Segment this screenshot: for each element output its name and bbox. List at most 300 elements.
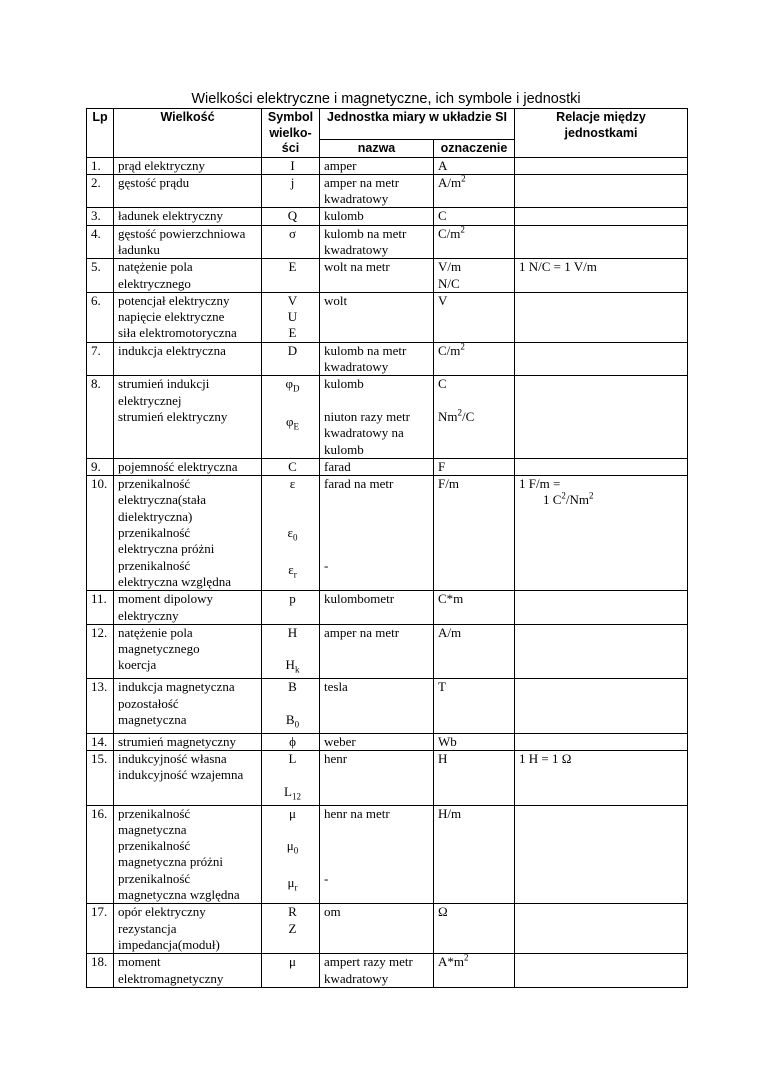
relation-line <box>519 259 687 275</box>
cell-unit-symbol <box>434 208 515 225</box>
symbol-main: B <box>285 711 295 727</box>
symbol-main: E <box>288 259 297 275</box>
symbol-line <box>266 492 319 508</box>
symbol-line <box>266 208 319 224</box>
page-title: Wielkości elektryczne i magnetyczne, ich symbole i jednostki <box>191 91 581 107</box>
cell-symbol <box>262 458 320 475</box>
cell-unit-symbol <box>434 225 515 259</box>
cell-symbol <box>262 174 320 208</box>
cell-unit-name <box>320 157 434 174</box>
quantity-line: elektromagnetyczny <box>118 970 224 986</box>
symbol-line <box>266 158 319 174</box>
cell-lp: 1. <box>87 157 114 174</box>
quantity-line: pojemność elektryczna <box>118 458 238 474</box>
symbol-line <box>266 459 319 475</box>
symbol-main: p <box>289 591 296 607</box>
table-row <box>87 805 688 904</box>
quantity-line: przenikalność <box>118 805 191 821</box>
unit-text: C/m <box>438 225 461 241</box>
unit-symbol-line <box>438 226 514 242</box>
symbol-line <box>266 525 319 546</box>
symbol-line <box>266 309 319 325</box>
cell-lp: 2. <box>87 174 114 208</box>
symbol-subscript: E <box>293 421 299 432</box>
unit-name-line <box>324 541 433 557</box>
cell-symbol <box>262 624 320 678</box>
cell-unit-name <box>320 954 434 988</box>
cell-quantity <box>114 376 262 458</box>
unit-name-line <box>324 393 433 409</box>
symbol-subscript: 0 <box>294 719 300 730</box>
unit-text: C <box>438 208 447 224</box>
symbol-line <box>266 921 319 937</box>
table-row <box>87 679 688 733</box>
unit-symbol-line <box>438 175 514 191</box>
cell-symbol <box>262 292 320 342</box>
cell-relation <box>515 292 688 342</box>
symbol-subscript: 0 <box>293 845 299 856</box>
symbol-line <box>266 293 319 309</box>
unit-symbol-line <box>438 158 514 174</box>
table-row <box>87 342 688 376</box>
symbol-line <box>266 325 319 341</box>
cell-unit-name <box>320 208 434 225</box>
table-row <box>87 225 688 259</box>
symbol-subscript: D <box>293 383 300 394</box>
quantity-line: koercja <box>118 657 157 673</box>
quantity-line: elektrycznej <box>118 392 182 408</box>
unit-symbol-line <box>438 393 514 409</box>
cell-symbol <box>262 591 320 625</box>
unit-text: V <box>438 292 448 308</box>
cell-symbol <box>262 805 320 904</box>
symbol-subscript: r <box>293 569 297 580</box>
unit-name-line: henr na metr <box>324 805 390 821</box>
unit-superscript: 2 <box>464 953 469 963</box>
cell-lp: 13. <box>87 679 114 733</box>
unit-symbol-line <box>438 679 514 695</box>
cell-quantity <box>114 476 262 591</box>
symbol-main: D <box>287 342 298 358</box>
unit-symbol-line <box>438 208 514 224</box>
cell-lp: 4. <box>87 225 114 259</box>
cell-quantity <box>114 259 262 293</box>
quantity-line: magnetyczna względna <box>118 887 240 903</box>
unit-name-line: wolt na metr <box>324 259 390 275</box>
unit-name-line <box>324 854 433 870</box>
table-row <box>87 292 688 342</box>
symbol-line <box>266 838 319 859</box>
unit-name-line: om <box>324 904 341 920</box>
unit-name-line <box>324 492 433 508</box>
cell-unit-symbol <box>434 458 515 475</box>
unit-text: A/m <box>438 174 462 190</box>
symbol-main: ε <box>289 476 296 492</box>
cell-unit-name <box>320 591 434 625</box>
cell-quantity <box>114 904 262 954</box>
unit-symbol-line <box>438 476 514 492</box>
symbol-line <box>266 397 319 413</box>
table-row <box>87 733 688 750</box>
cell-quantity <box>114 157 262 174</box>
cell-quantity <box>114 591 262 625</box>
cell-unit-symbol <box>434 679 515 733</box>
header-unit-symbol: oznaczenie <box>434 139 515 157</box>
unit-superscript: 2 <box>460 342 465 352</box>
quantity-line: siła elektromotoryczna <box>118 325 237 341</box>
symbol-main: C <box>288 458 297 474</box>
quantity-line: indukcja magnetyczna <box>118 679 235 695</box>
quantity-line: elektryczny <box>118 607 179 623</box>
quantity-line: przenikalność <box>118 476 191 492</box>
unit-text: N/C <box>438 275 460 291</box>
symbol-main: ϕ <box>289 733 296 749</box>
symbol-line <box>266 904 319 920</box>
cell-symbol <box>262 954 320 988</box>
symbol-main: μ <box>287 875 295 891</box>
table-row <box>87 591 688 625</box>
symbol-main: φ <box>285 376 293 392</box>
symbol-line <box>266 509 319 525</box>
symbol-line <box>266 625 319 641</box>
quantity-line: magnetyczna <box>118 821 187 837</box>
cell-relation <box>515 225 688 259</box>
cell-unit-name <box>320 476 434 591</box>
cell-unit-symbol <box>434 904 515 954</box>
unit-symbol-line <box>438 734 514 750</box>
quantity-line: indukcyjność wzajemna <box>118 767 244 783</box>
cell-unit-name <box>320 342 434 376</box>
symbol-line <box>266 226 319 242</box>
quantity-line: magnetyczna <box>118 711 187 727</box>
cell-unit-name <box>320 292 434 342</box>
relation-text: 1 F/m = <box>519 476 561 492</box>
unit-symbol-line <box>438 625 514 641</box>
table-body <box>87 157 688 987</box>
symbol-line <box>266 259 319 275</box>
cell-relation <box>515 208 688 225</box>
unit-name-line: amper <box>324 157 357 173</box>
symbol-line <box>266 641 319 657</box>
unit-name-line: ampert razy metr <box>324 954 413 970</box>
unit-name-line: kulomb <box>324 441 364 457</box>
cell-unit-name <box>320 733 434 750</box>
cell-unit-name <box>320 624 434 678</box>
header-unit-group: Jednostka miary w układzie SI <box>320 109 515 140</box>
cell-relation <box>515 259 688 293</box>
cell-quantity <box>114 174 262 208</box>
cell-quantity <box>114 733 262 750</box>
unit-text: C/m <box>438 342 461 358</box>
cell-lp: 5. <box>87 259 114 293</box>
cell-quantity <box>114 954 262 988</box>
table-row <box>87 476 688 591</box>
cell-symbol <box>262 376 320 458</box>
symbol-line <box>266 784 319 805</box>
cell-unit-symbol <box>434 376 515 458</box>
unit-symbol-line <box>438 459 514 475</box>
cell-lp: 10. <box>87 476 114 591</box>
symbol-line <box>266 822 319 838</box>
cell-symbol <box>262 476 320 591</box>
cell-symbol <box>262 679 320 733</box>
unit-text: H <box>438 751 448 767</box>
units-table <box>86 108 688 988</box>
cell-unit-symbol <box>434 157 515 174</box>
unit-name-line: niuton razy metr <box>324 408 410 424</box>
cell-lp: 8. <box>87 376 114 458</box>
quantity-line: natężenie pola <box>118 259 193 275</box>
quantity-line: indukcja elektryczna <box>118 342 226 358</box>
unit-name-line: - <box>324 870 329 886</box>
unit-text: A/m <box>438 624 462 640</box>
table-row <box>87 904 688 954</box>
cell-relation <box>515 342 688 376</box>
cell-relation <box>515 591 688 625</box>
cell-symbol <box>262 751 320 805</box>
symbol-line <box>266 679 319 695</box>
symbol-main: U <box>287 309 298 325</box>
relation-text: 1 N/C = 1 V/m <box>519 259 597 275</box>
cell-unit-name <box>320 259 434 293</box>
cell-unit-symbol <box>434 751 515 805</box>
unit-name-line <box>324 525 433 541</box>
symbol-line <box>266 562 319 583</box>
cell-lp: 17. <box>87 904 114 954</box>
symbol-main: L <box>288 751 297 767</box>
quantity-line: napięcie elektryczne <box>118 309 225 325</box>
unit-superscript: 2 <box>460 225 465 235</box>
symbol-main: B <box>288 679 297 695</box>
unit-name-line: kwadratowy na <box>324 425 404 441</box>
symbol-main: Z <box>288 920 297 936</box>
unit-symbol-line <box>438 591 514 607</box>
cell-unit-name <box>320 174 434 208</box>
unit-name-line: kulomb <box>324 376 364 392</box>
cell-quantity <box>114 458 262 475</box>
quantity-line: elektryczna próżni <box>118 541 215 557</box>
unit-text: V/m <box>438 259 462 275</box>
quantity-line: przenikalność <box>118 870 191 886</box>
unit-symbol-line <box>438 259 514 275</box>
cell-lp: 12. <box>87 624 114 678</box>
cell-unit-name <box>320 376 434 458</box>
quantity-line: pozostałość <box>118 695 179 711</box>
header-relation <box>515 109 688 158</box>
cell-unit-symbol <box>434 342 515 376</box>
cell-unit-symbol <box>434 174 515 208</box>
table-row <box>87 624 688 678</box>
table-row <box>87 208 688 225</box>
relation-line <box>519 476 687 492</box>
symbol-main: E <box>288 325 297 341</box>
unit-symbol-line <box>438 904 514 920</box>
cell-unit-name <box>320 904 434 954</box>
relation-text: 1 C <box>543 492 562 508</box>
symbol-line <box>266 414 319 435</box>
unit-symbol-line <box>438 954 514 970</box>
cell-relation <box>515 733 688 750</box>
unit-text: T <box>438 679 446 695</box>
quantity-line: dielektryczna) <box>118 508 193 524</box>
unit-text: Nm <box>438 408 458 424</box>
unit-text: A <box>438 157 448 173</box>
cell-relation <box>515 805 688 904</box>
cell-lp: 7. <box>87 342 114 376</box>
unit-name-line: kwadratowy <box>324 970 389 986</box>
unit-text: Wb <box>438 733 457 749</box>
unit-name-line: henr <box>324 751 348 767</box>
quantity-line: gęstość prądu <box>118 174 190 190</box>
symbol-line <box>266 734 319 750</box>
symbol-line <box>266 343 319 359</box>
quantity-line: prąd elektryczny <box>118 157 205 173</box>
symbol-main: φ <box>285 413 294 429</box>
cell-unit-name <box>320 225 434 259</box>
symbol-line <box>266 476 319 492</box>
symbol-line <box>266 767 319 783</box>
quantity-line: rezystancja <box>118 920 177 936</box>
symbol-line <box>266 657 319 678</box>
unit-symbol-line <box>438 806 514 822</box>
cell-lp: 14. <box>87 733 114 750</box>
quantity-line: elektrycznego <box>118 275 191 291</box>
table-row <box>87 174 688 208</box>
symbol-main: Q <box>287 208 298 224</box>
unit-superscript: 2 <box>461 174 466 184</box>
unit-name-line: weber <box>324 733 356 749</box>
symbol-main: H <box>285 657 295 673</box>
quantity-line: potencjał elektryczny <box>118 292 230 308</box>
symbol-line <box>266 751 319 767</box>
quantity-line: przenikalność <box>118 838 191 854</box>
symbol-main: I <box>290 157 295 173</box>
header-quantity: Wielkość <box>114 109 262 158</box>
symbol-line <box>266 806 319 822</box>
table-row <box>87 259 688 293</box>
unit-name-line: - <box>324 557 329 573</box>
symbol-main: ε <box>287 525 293 541</box>
unit-symbol-line <box>438 343 514 359</box>
symbol-line <box>266 875 319 896</box>
quantity-line: strumień elektryczny <box>118 408 228 424</box>
symbol-main: R <box>288 904 297 920</box>
cell-unit-name <box>320 679 434 733</box>
symbol-main: V <box>287 292 298 308</box>
unit-text: A*m <box>438 954 464 970</box>
header-symbol-line: Symbol <box>267 110 314 124</box>
unit-text: C <box>438 376 447 392</box>
unit-text: F <box>438 458 446 474</box>
unit-name-line: kwadratowy <box>324 191 389 207</box>
header-symbol-line: ści <box>281 141 300 155</box>
cell-lp: 16. <box>87 805 114 904</box>
cell-symbol <box>262 225 320 259</box>
symbol-main: H <box>287 624 298 640</box>
cell-unit-symbol <box>434 476 515 591</box>
cell-relation <box>515 476 688 591</box>
cell-unit-symbol <box>434 292 515 342</box>
symbol-line <box>266 712 319 733</box>
quantity-line: opór elektryczny <box>118 904 206 920</box>
cell-relation <box>515 157 688 174</box>
table-row <box>87 157 688 174</box>
relation-superscript: 2 <box>589 491 594 502</box>
quantity-line: elektryczna(stała <box>118 492 207 508</box>
symbol-main: ε <box>288 562 294 578</box>
header-symbol-line: wielko- <box>269 125 312 140</box>
unit-name-line: kulomb <box>324 208 364 224</box>
symbol-main: σ <box>288 225 296 241</box>
symbol-main: μ <box>289 954 296 970</box>
cell-unit-name <box>320 458 434 475</box>
cell-unit-symbol <box>434 624 515 678</box>
unit-text: /C <box>462 408 475 424</box>
table-row <box>87 954 688 988</box>
cell-quantity <box>114 679 262 733</box>
header-unit-name: nazwa <box>320 139 434 157</box>
quantity-line: elektryczna względna <box>118 573 231 589</box>
quantity-line: ładunku <box>118 241 160 257</box>
cell-symbol <box>262 342 320 376</box>
cell-relation <box>515 174 688 208</box>
symbol-line <box>266 696 319 712</box>
symbol-line <box>266 175 319 191</box>
relation-text: /Nm <box>565 492 590 508</box>
unit-text: F/m <box>438 476 459 492</box>
symbol-line <box>266 954 319 970</box>
cell-quantity <box>114 292 262 342</box>
unit-name-line: wolt <box>324 292 348 308</box>
unit-symbol-line <box>438 293 514 309</box>
table-row <box>87 376 688 458</box>
cell-relation <box>515 458 688 475</box>
cell-unit-name <box>320 751 434 805</box>
unit-superscript: 2 <box>457 407 462 418</box>
header-relation-line: Relacje między <box>556 110 646 124</box>
unit-name-line <box>324 509 433 525</box>
quantity-line: natężenie pola <box>118 624 193 640</box>
unit-name-line: amper na metr <box>324 624 400 640</box>
unit-symbol-line <box>438 276 514 292</box>
cell-quantity <box>114 751 262 805</box>
cell-unit-symbol <box>434 805 515 904</box>
unit-text: Ω <box>438 904 448 920</box>
table-row <box>87 751 688 805</box>
symbol-subscript: r <box>294 882 298 893</box>
unit-name-line: kwadratowy <box>324 241 389 257</box>
quantity-line: ładunek elektryczny <box>118 208 224 224</box>
cell-lp: 9. <box>87 458 114 475</box>
quantity-line: przenikalność <box>118 525 191 541</box>
cell-relation <box>515 751 688 805</box>
cell-quantity <box>114 805 262 904</box>
quantity-line: gęstość powierzchniowa <box>118 225 246 241</box>
symbol-main: μ <box>286 838 294 854</box>
unit-name-line <box>324 822 433 838</box>
unit-symbol-line <box>438 409 514 425</box>
cell-unit-symbol <box>434 259 515 293</box>
relation-line <box>519 751 687 767</box>
symbol-main: μ <box>289 805 296 821</box>
cell-lp: 11. <box>87 591 114 625</box>
cell-unit-symbol <box>434 733 515 750</box>
symbol-subscript: k <box>294 665 300 675</box>
symbol-line <box>266 546 319 562</box>
unit-name-line: kulomb na metr <box>324 342 407 358</box>
symbol-line <box>266 591 319 607</box>
symbol-main: L <box>284 783 292 799</box>
